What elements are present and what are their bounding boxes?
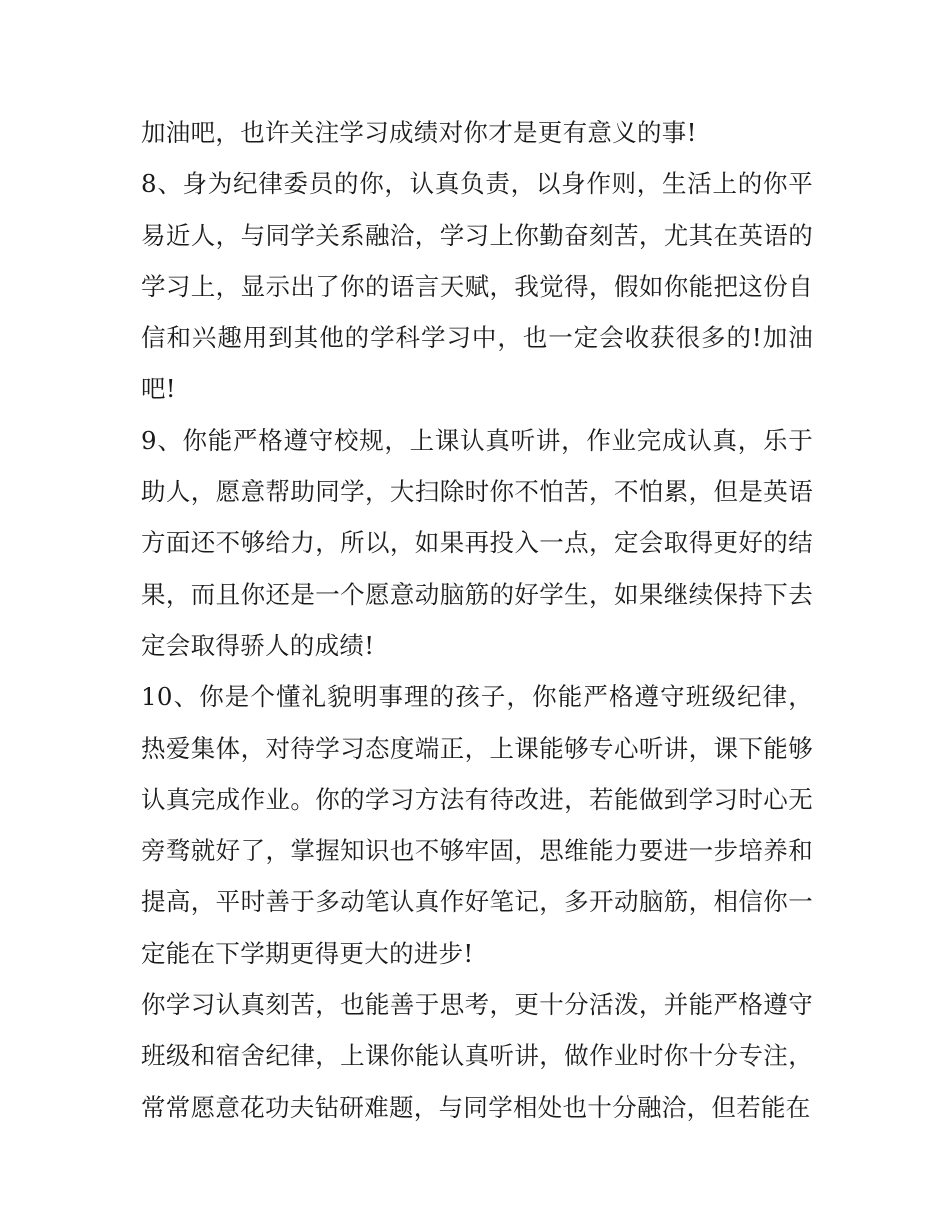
paragraph-comment-8: 8、身为纪律委员的你，认真负责，以身作则，生活上的你平易近人，与同学关系融洽，学习上你勤奋刻苦，尤其在英语的学习上，显示出了你的语言天赋，我觉得，假如你能把这份自信和兴趣用到其他的学科学习中，也一定会收获很多的!加油吧!: [141, 169, 813, 404]
paragraph-comment-9: 9、你能严格遵守校规，上课认真听讲，作业完成认真，乐于助人，愿意帮助同学，大扫除时你不怕苦，不怕累，但是英语方面还不够给力，所以，如果再投入一点，定会取得更好的结果，而且你还是一个愿意动脑筋的好学生，如果继续保持下去定会取得骄人的成绩!: [141, 425, 813, 660]
document-body: [141, 107, 813, 1133]
paragraph-continuation: 加油吧，也许关注学习成绩对你才是更有意义的事!: [141, 118, 697, 147]
paragraph-comment-10: 10、你是个懂礼貌明事理的孩子，你能严格遵守班级纪律，热爱集体，对待学习态度端正，上课能够专心听讲，课下能够认真完成作业。你的学习方法有待改进，若能做到学习时心无旁骛就好了，掌握知识也不够牢固，思维能力要进一步培养和提高，平时善于多动笔认真作好笔记，多开动脑筋，相信你一定能在下学期更得更大的进步!: [141, 682, 813, 968]
paragraph-comment-11: 你学习认真刻苦，也能善于思考，更十分活泼，并能严格遵守班级和宿舍纪律，上课你能认真听讲，做作业时你十分专注，常常愿意花功夫钻研难题，与同学相处也十分融洽，但若能在: [141, 990, 813, 1122]
